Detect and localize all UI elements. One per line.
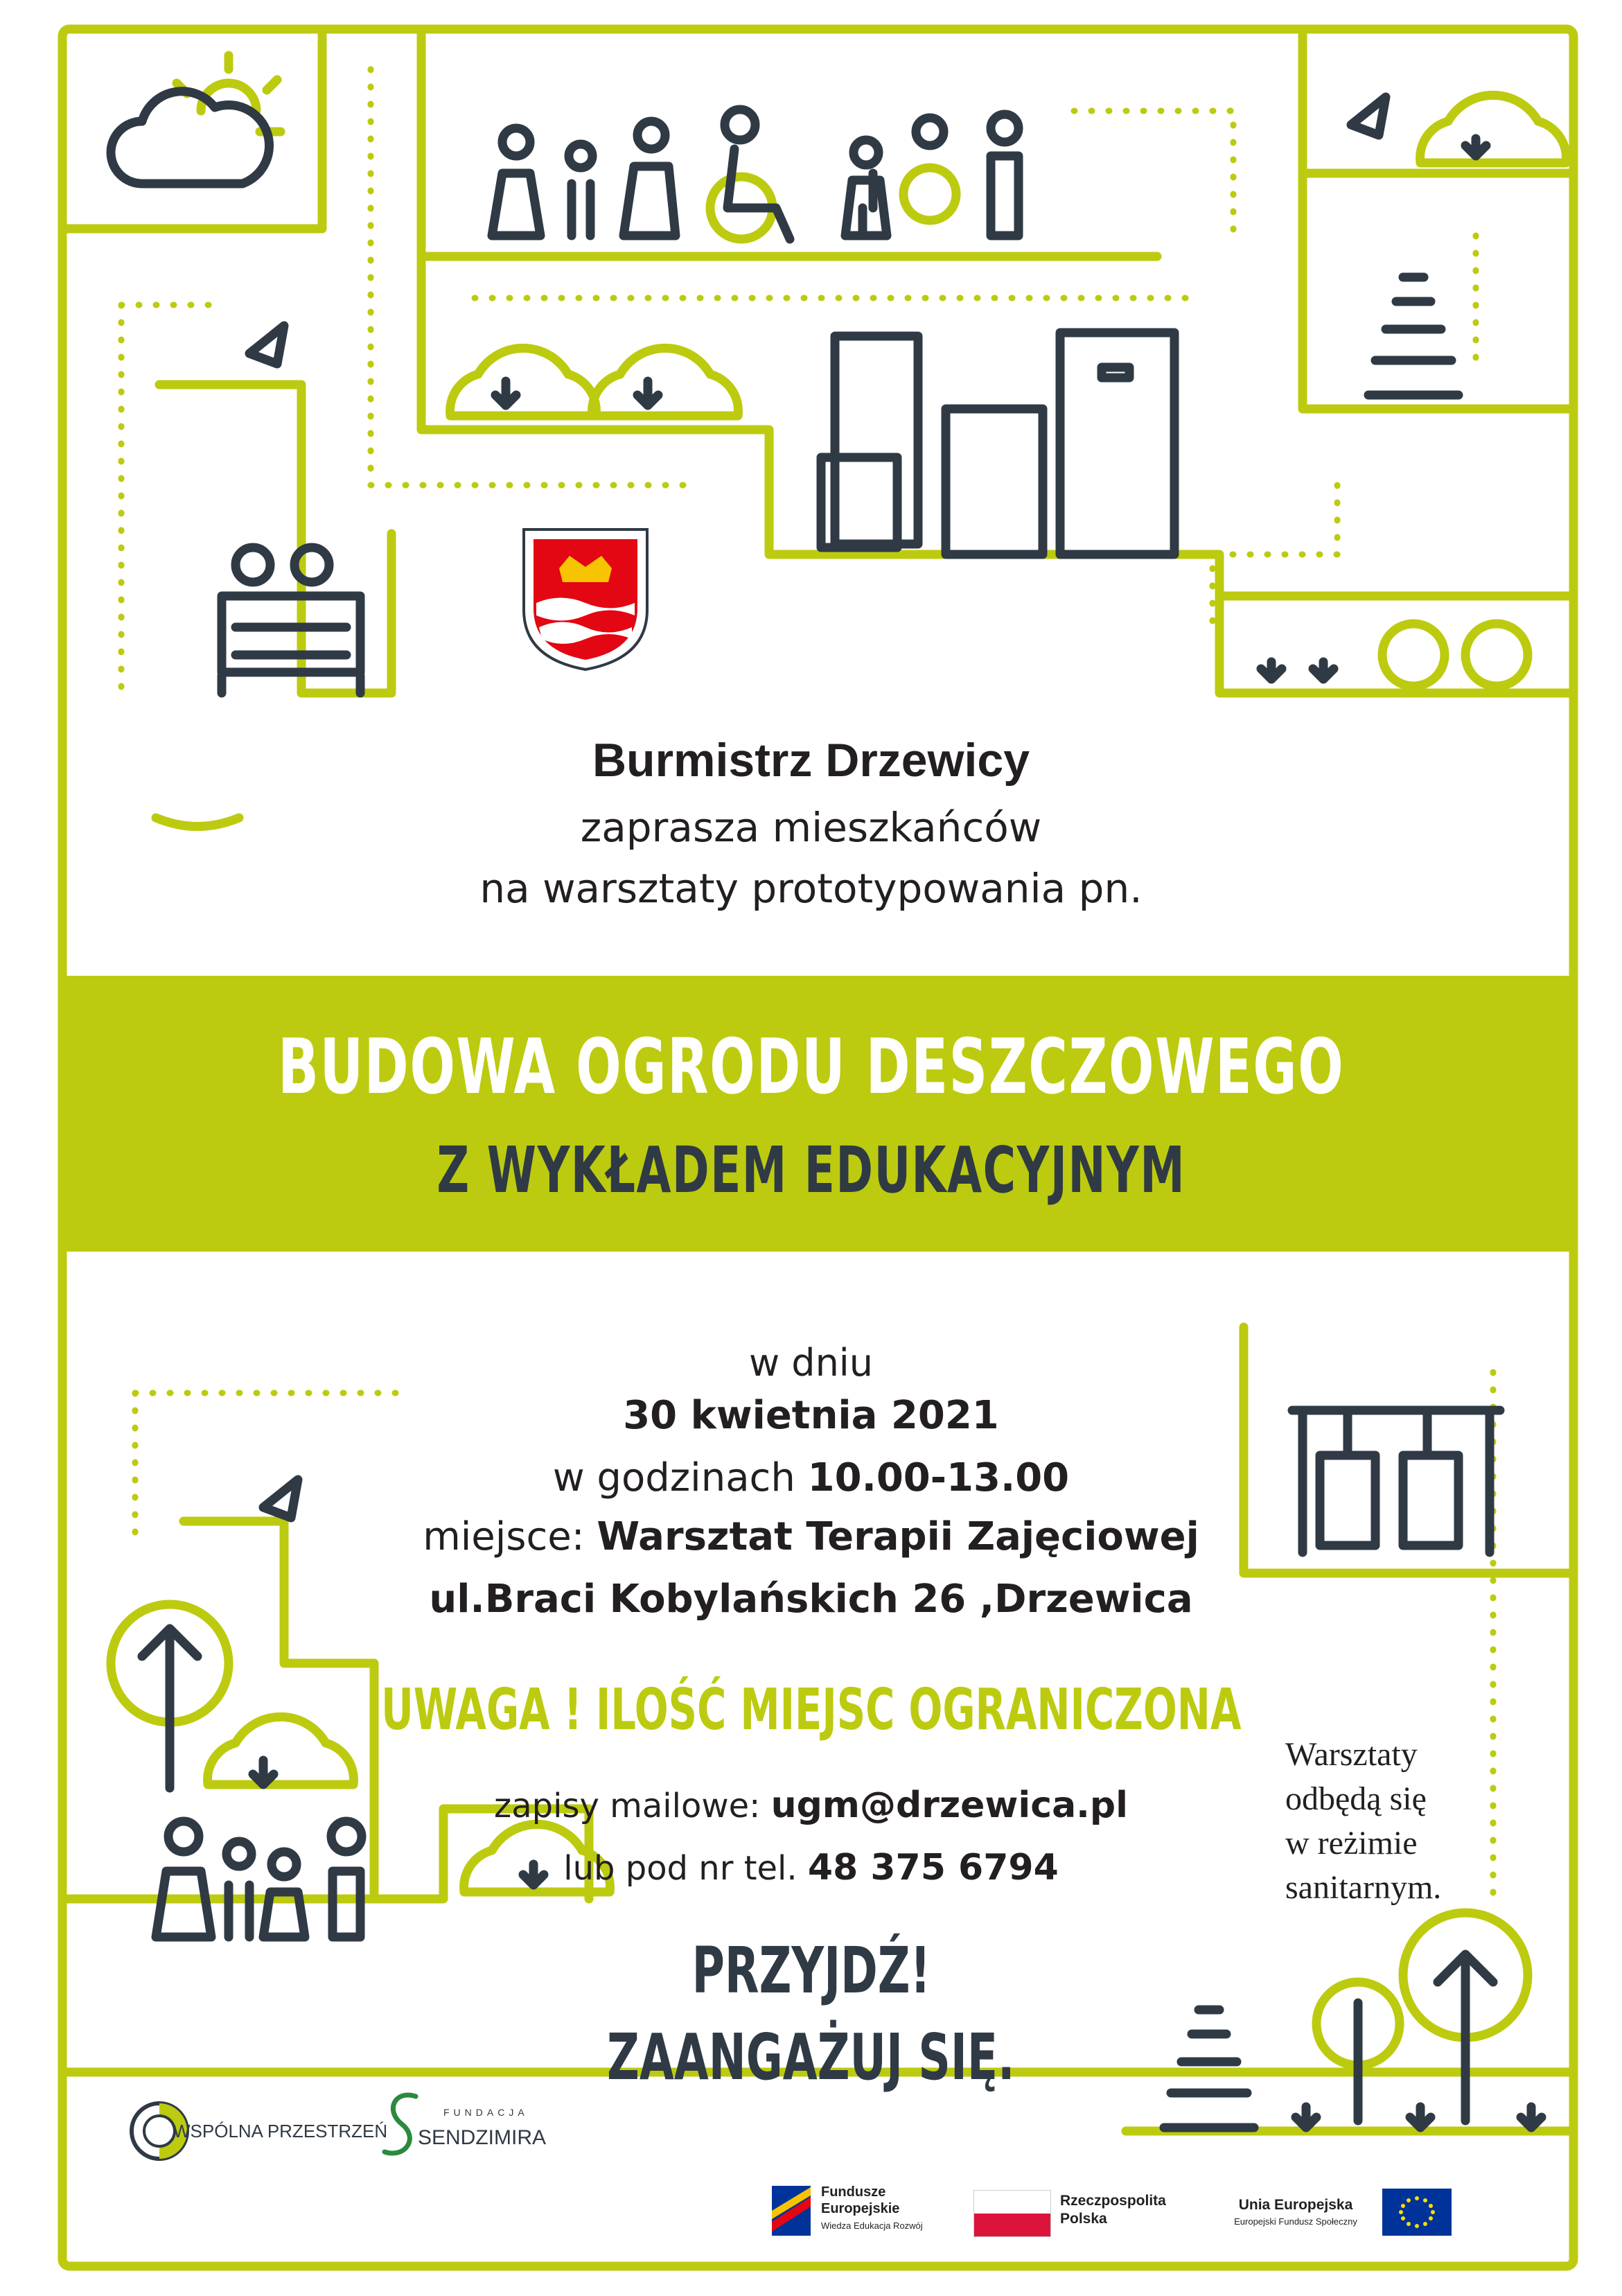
unia-europejska-logo (1223, 2183, 1458, 2245)
event-hours: 10.00-13.00 (807, 1455, 1070, 1500)
buildings-icon (818, 326, 1192, 561)
sanitary-note-line: odbędą się (1285, 1780, 1427, 1817)
sanitary-note-line: w reżimie (1285, 1825, 1418, 1861)
hours-label: w godzinach (552, 1455, 795, 1500)
bird-icon (243, 298, 340, 381)
phone-number[interactable]: 48 375 6794 (807, 1847, 1059, 1888)
email-label: zapisy mailowe: (494, 1787, 761, 1825)
sanitary-note (1285, 1733, 1493, 1910)
fundacja-sendzimira-logo (378, 2086, 558, 2169)
capacity-notice: UWAGA ! ILOŚĆ MIEJSC OGRANICZONA (380, 1677, 1242, 1743)
ue-line2: Europejski Fundusz Społeczny (1234, 2216, 1357, 2227)
event-date: 30 kwietnia 2021 (623, 1393, 999, 1438)
cyclist-icon (1379, 527, 1538, 693)
cta-line-1: PRZYJDŹ! (691, 1934, 931, 2008)
poland-flag-icon (973, 2190, 1051, 2237)
fundacja-text: SENDZIMIRA (418, 2126, 547, 2149)
fundacja-small-text: FUNDACJA (443, 2107, 529, 2118)
fe-line3: Wiedza Edukacja Rozwój (821, 2220, 923, 2231)
event-address: ul.Braci Kobylańskich 26 ,Drzewica (429, 1577, 1193, 1622)
banner-title: BUDOWA OGRODU DESZCZOWEGO (277, 1022, 1345, 1111)
sanitary-note-line: Warsztaty (1285, 1736, 1418, 1773)
banner-subtitle: Z WYKŁADEM EDUKACYJNYM (437, 1133, 1185, 1207)
coat-of-arms-icon (521, 527, 650, 672)
email-link[interactable]: ugm@drzewica.pl (770, 1785, 1128, 1826)
rzeczpospolita-logo (973, 2183, 1195, 2245)
title-banner (62, 976, 1573, 1252)
event-place: Warsztat Terapii Zajęciowej (597, 1514, 1199, 1559)
rp-line2: Polska (1060, 2211, 1107, 2227)
fundusze-europejskie-logo (769, 2183, 935, 2245)
hours-row (0, 1455, 1622, 1500)
fe-line1: Fundusze (821, 2184, 886, 2200)
cta-line-2: ZAANGAŻUJ SIĘ. (607, 2020, 1015, 2094)
bench-icon (208, 534, 374, 700)
date-label: w dniu (748, 1341, 874, 1385)
fe-line2: Europejskie (821, 2201, 900, 2216)
phone-label: lub pod nr tel. (563, 1849, 797, 1888)
wheelchair-icon (707, 111, 811, 249)
place-row (0, 1514, 1622, 1559)
organizer-title: Burmistrz Drzewicy (592, 734, 1030, 787)
wspolna-przestrzen-text: WSPÓLNA PRZESTRZEŃ (173, 2121, 388, 2141)
eu-flag-icon (1382, 2189, 1452, 2236)
invite-line-1: zaprasza mieszkańców (580, 804, 1042, 851)
wspolna-przestrzen-logo (125, 2093, 388, 2169)
ue-line1: Unia Europejska (1238, 2197, 1353, 2213)
place-label: miejsce: (423, 1514, 585, 1559)
rp-line1: Rzeczpospolita (1060, 2193, 1166, 2209)
invite-line-2: na warsztaty prototypowania pn. (479, 865, 1143, 912)
fountain-icon (1358, 270, 1469, 402)
sun-cloud-icon (118, 62, 298, 201)
sanitary-note-line: sanitarnym. (1285, 1869, 1442, 1906)
